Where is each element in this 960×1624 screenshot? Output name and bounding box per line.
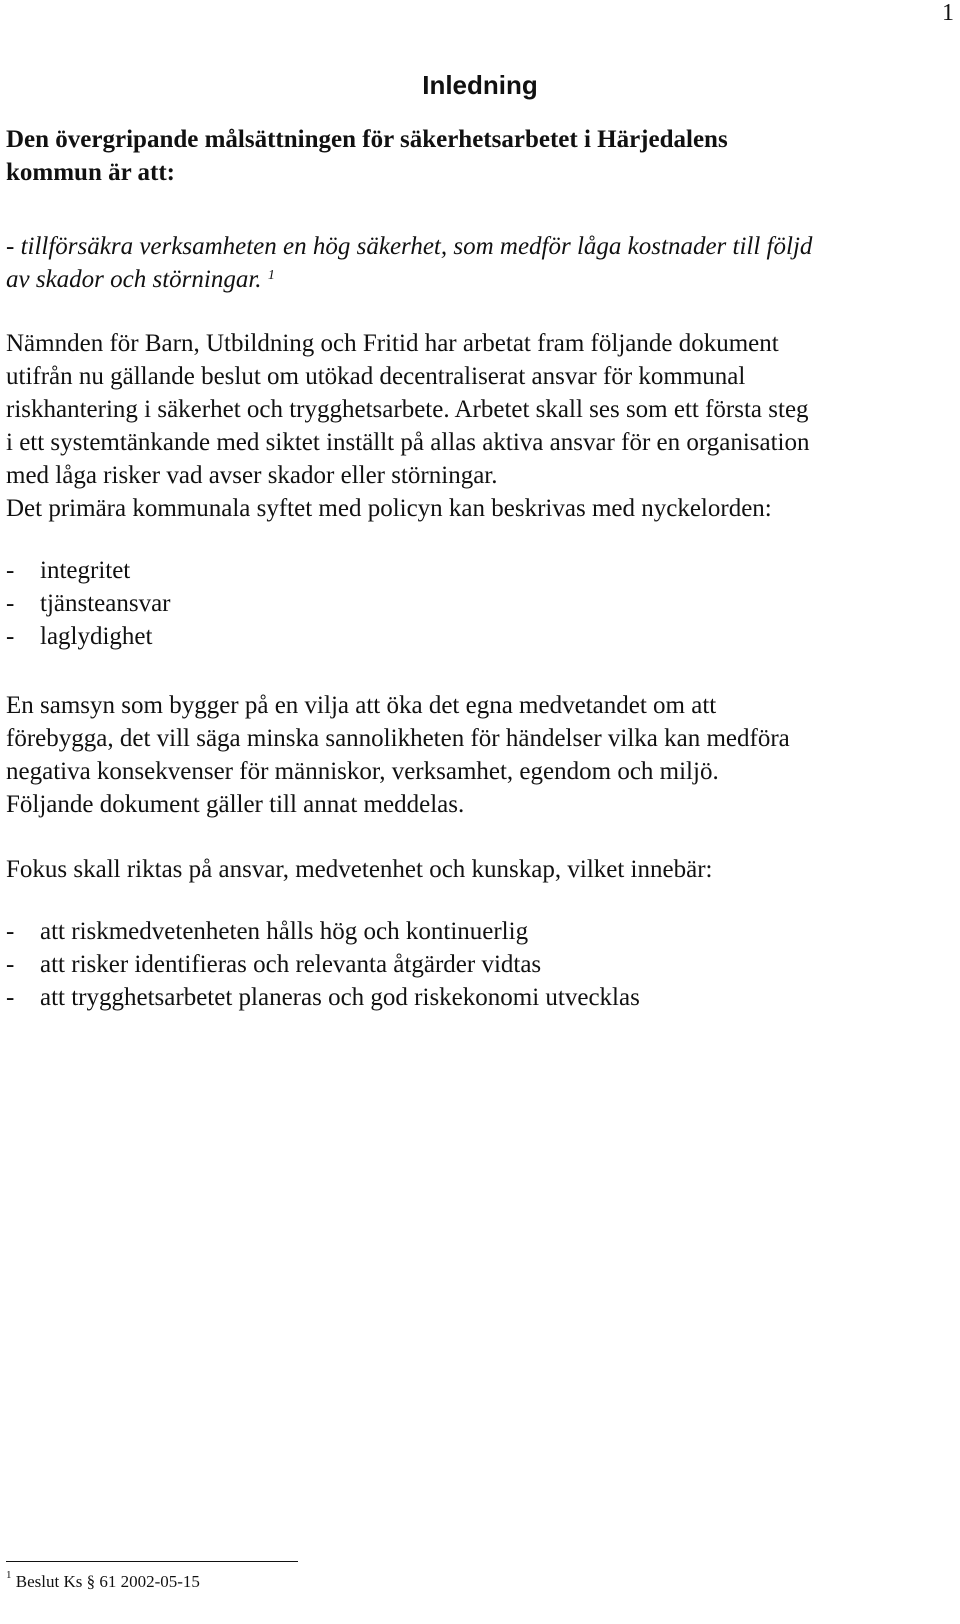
footnote-number: 1	[6, 1569, 12, 1581]
goal-item-text: av skador och störningar.	[6, 266, 262, 293]
focus-intro: Fokus skall riktas på ansvar, medvetenhet och kunskap, vilket innebär:	[6, 856, 713, 883]
goal-item-line-1: - tillförsäkra verksamheten en hög säkerhet, som medför låga kostnader till följd	[6, 233, 813, 260]
focus-item: - att riskmedvetenheten hålls hög och kontinuerlig	[6, 918, 529, 945]
goal-item-line-2	[6, 263, 275, 296]
paragraph2-line-1: En samsyn som bygger på en vilja att öka det egna medvetandet om att	[6, 692, 717, 719]
footnote-reference: 1	[267, 268, 275, 283]
paragraph1-line-1: Nämnden för Barn, Utbildning och Fritid har arbetat fram följande dokument	[6, 330, 779, 357]
paragraph2-line-2: förebygga, det vill säga minska sannolikheten för händelser vilka kan medföra	[6, 725, 790, 752]
paragraph1-line-4: i ett systemtänkande med siktet inställt på allas aktiva ansvar för en organisation	[6, 429, 810, 456]
focus-item: - att risker identifieras och relevanta åtgärder vidtas	[6, 951, 542, 978]
page-title: Inledning	[422, 70, 538, 100]
footnote	[6, 1569, 200, 1592]
focus-item-text: att risker identifieras och relevanta åtgärder vidtas	[40, 951, 542, 978]
focus-item-text: att riskmedvetenheten hålls hög och kontinuerlig	[40, 918, 529, 945]
page-number: 1	[942, 0, 954, 26]
goal-heading-line-2: kommun är att:	[6, 159, 175, 186]
keyword-item: - integritet	[6, 557, 131, 584]
footnote-rule	[6, 1561, 298, 1562]
footnote-text: Beslut Ks § 61 2002-05-15	[15, 1572, 200, 1591]
focus-item-text: att trygghetsarbetet planeras och god riskekonomi utvecklas	[40, 984, 640, 1011]
keyword-text: laglydighet	[40, 623, 153, 650]
paragraph2-line-4: Följande dokument gäller till annat meddelas.	[6, 791, 465, 818]
keyword-text: tjänsteansvar	[40, 590, 171, 617]
paragraph1-line-6: Det primära kommunala syftet med policyn kan beskrivas med nyckelorden:	[6, 495, 772, 522]
paragraph2-line-3: negativa konsekvenser för människor, verksamhet, egendom och miljö.	[6, 758, 719, 785]
focus-item: - att trygghetsarbetet planeras och god riskekonomi utvecklas	[6, 984, 640, 1011]
goal-heading-line-1: Den övergripande målsättningen för säkerhetsarbetet i Härjedalens	[6, 126, 728, 153]
keyword-item: - tjänsteansvar	[6, 590, 171, 617]
paragraph1-line-2: utifrån nu gällande beslut om utökad decentraliserat ansvar för kommunal	[6, 363, 746, 390]
paragraph1-line-5: med låga risker vad avser skador eller störningar.	[6, 462, 498, 489]
keyword-text: integritet	[40, 557, 131, 584]
paragraph1-line-3: riskhantering i säkerhet och trygghetsarbete. Arbetet skall ses som ett första steg	[6, 396, 809, 423]
keyword-item: - laglydighet	[6, 623, 153, 650]
